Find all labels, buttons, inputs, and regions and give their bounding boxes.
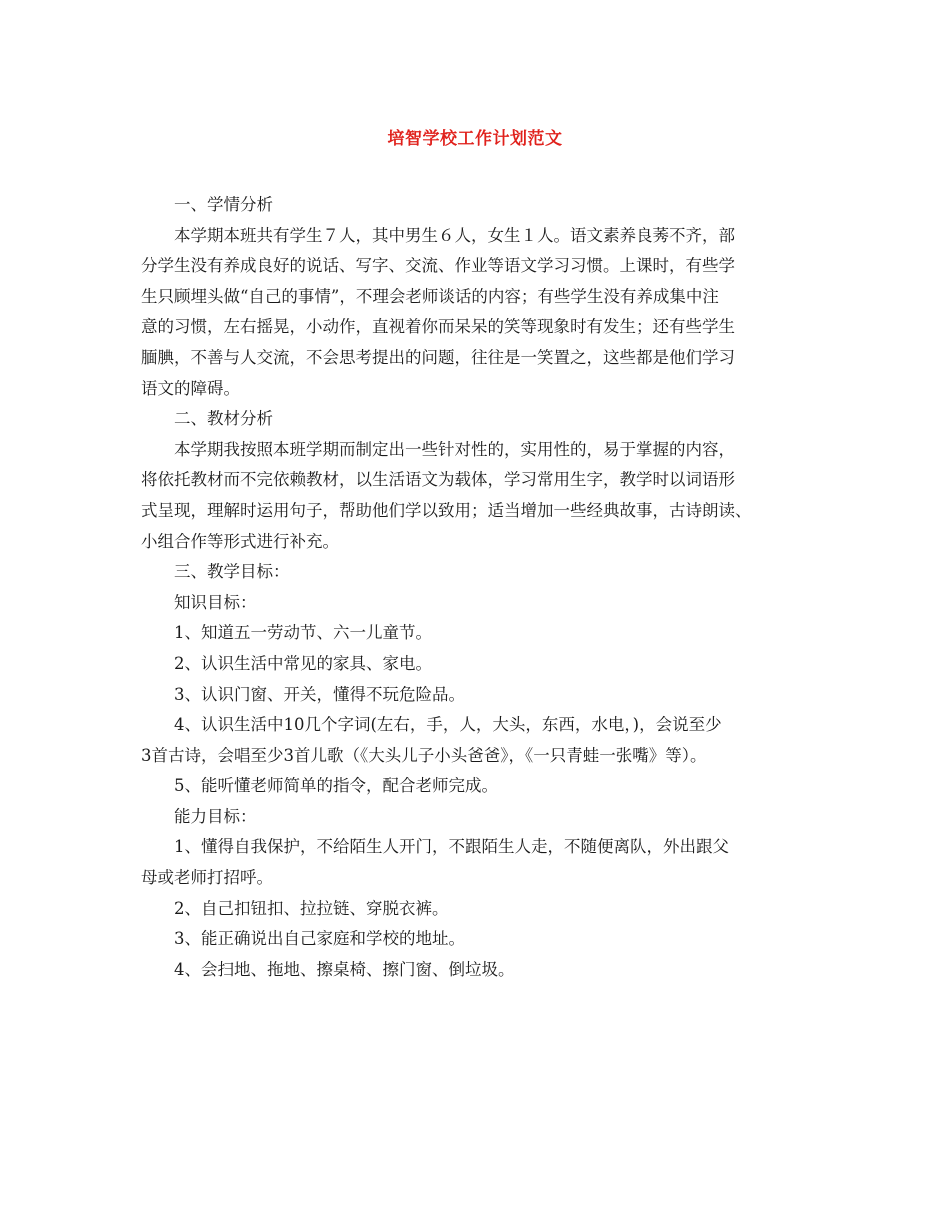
paragraph: [141, 221, 813, 405]
text-line: 5、能听懂老师简单的指令，配合老师完成。: [174, 776, 498, 796]
text-line: 分学生没有养成良好的说话、写字、交流、作业等语文学习习惯。上课时，有些学: [141, 256, 735, 276]
text-line: 小组合作等形式进行补充。: [141, 531, 339, 551]
paragraph: [141, 680, 813, 711]
paragraph: [141, 771, 813, 802]
text-line: 二、教材分析: [174, 409, 273, 429]
paragraph: [141, 190, 813, 221]
text-line: 式呈现，理解时运用句子，帮助他们学以致用；适当增加一些经典故事，古诗朗读、: [141, 500, 752, 520]
paragraph: [141, 924, 813, 955]
text-line: 知识目标：: [174, 592, 257, 612]
paragraph: [141, 618, 813, 649]
paragraph: [141, 894, 813, 925]
paragraph: [141, 710, 813, 771]
document-title: 培智学校工作计划范文: [387, 129, 563, 149]
text-line: 4、认识生活中10几个字词(左右，手，人，大头，东西，水电，)，会说至少: [174, 715, 722, 735]
text-line: 能力目标：: [174, 806, 257, 826]
text-line: 生只顾埋头做“自己的事情”，不理会老师谈话的内容；有些学生没有养成集中注: [141, 286, 719, 306]
text-line: 意的习惯，左右摇晃，小动作，直视着你而呆呆的笑等现象时有发生；还有些学生: [141, 317, 735, 337]
text-line: 2、认识生活中常见的家具、家电。: [174, 653, 432, 673]
paragraph: [141, 955, 813, 986]
text-line: 语文的障碍。: [141, 378, 240, 398]
text-line: 将依托教材而不完依赖教材，以生活语文为载体，学习常用生字，教学时以词语形: [141, 470, 735, 490]
document-body: [141, 190, 813, 985]
text-line: 一、学情分析: [174, 195, 273, 214]
paragraph: [141, 435, 813, 557]
text-line: 本学期本班共有学生７人，其中男生６人，女生１人。语文素养良莠不齐，部: [174, 225, 735, 245]
text-line: 4、会扫地、拖地、擦桌椅、擦门窗、倒垃圾。: [174, 959, 515, 979]
paragraph: [141, 588, 813, 619]
text-line: 3首古诗，会唱至少3首儿歌（《大头儿子小头爸爸》，《一只青蛙一张嘴》等）。: [141, 745, 707, 765]
text-line: 腼腆，不善与人交流，不会思考提出的问题，往往是一笑置之，这些都是他们学习: [141, 347, 735, 367]
text-line: 2、自己扣钮扣、拉拉链、穿脱衣裤。: [174, 898, 449, 918]
paragraph: [141, 404, 813, 435]
text-line: 1、懂得自我保护，不给陌生人开门，不跟陌生人走，不随便离队，外出跟父: [174, 837, 729, 857]
text-line: 母或老师打招呼。: [141, 868, 273, 888]
paragraph: [141, 649, 813, 680]
text-line: 3、认识门窗、开关，懂得不玩危险品。: [174, 684, 465, 704]
text-line: 本学期我按照本班学期而制定出一些针对性的，实用性的，易于掌握的内容，: [174, 439, 735, 459]
text-line: 三、教学目标：: [174, 562, 290, 582]
text-line: 3、能正确说出自己家庭和学校的地址。: [174, 929, 465, 949]
paragraph: [141, 832, 813, 893]
text-line: 1、知道五一劳动节、六一儿童节。: [174, 623, 432, 643]
paragraph: [141, 802, 813, 833]
paragraph: [141, 557, 813, 588]
